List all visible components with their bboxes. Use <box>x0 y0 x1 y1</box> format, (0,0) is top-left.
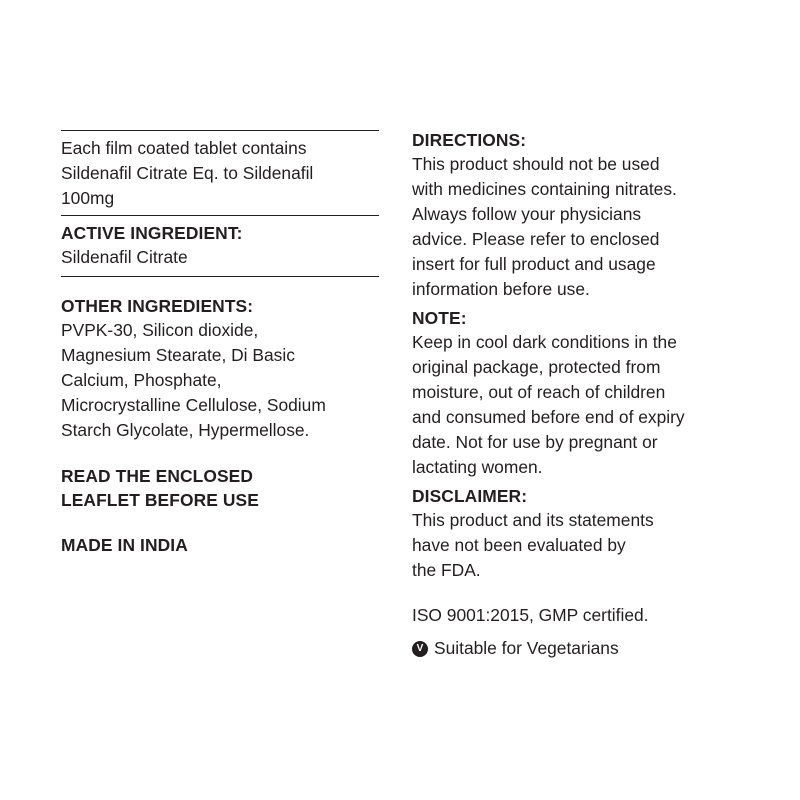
directions-line: This product should not be used <box>412 154 660 174</box>
directions-text <box>412 152 752 302</box>
disclaimer-text <box>412 508 752 583</box>
directions-section <box>412 128 752 302</box>
note-line: original package, protected from <box>412 357 661 377</box>
right-column <box>412 128 752 661</box>
directions-line: information before use. <box>412 279 590 299</box>
note-line: date. Not for use by pregnant or <box>412 432 658 452</box>
other-ingredients-line: Calcium, Phosphate, <box>61 370 222 390</box>
directions-line: advice. Please refer to enclosed <box>412 229 660 249</box>
note-heading: NOTE: <box>412 308 467 328</box>
directions-line: insert for full product and usage <box>412 254 656 274</box>
other-ingredients-line: Magnesium Stearate, Di Basic <box>61 345 295 365</box>
other-ingredients-section <box>61 277 379 443</box>
note-section <box>412 306 752 480</box>
made-in-label: MADE IN INDIA <box>61 535 188 555</box>
left-column <box>61 130 379 557</box>
other-ingredients-line: PVPK-30, Silicon dioxide, <box>61 320 259 340</box>
tablet-contents-line: Sildenafil Citrate Eq. to Sildenafil <box>61 163 314 183</box>
disclaimer-line: This product and its statements <box>412 510 654 530</box>
active-ingredient-value: Sildenafil Citrate <box>61 247 188 267</box>
tablet-contents-line: 100mg <box>61 188 115 208</box>
note-line: Keep in cool dark conditions in the <box>412 332 677 352</box>
disclaimer-heading: DISCLAIMER: <box>412 486 528 506</box>
disclaimer-line: have not been evaluated by <box>412 535 626 555</box>
directions-line: with medicines containing nitrates. <box>412 179 677 199</box>
vegetarian-badge-icon: V <box>412 641 428 657</box>
tablet-contents-line: Each film coated tablet contains <box>61 138 307 158</box>
active-ingredient-heading: ACTIVE INGREDIENT: <box>61 223 243 243</box>
read-leaflet-notice <box>61 464 379 512</box>
active-ingredient-section <box>61 216 379 276</box>
other-ingredients-line: Starch Glycolate, Hypermellose. <box>61 420 310 440</box>
disclaimer-section <box>412 484 752 583</box>
note-line: moisture, out of reach of children <box>412 382 666 402</box>
note-line: and consumed before end of expiry <box>412 407 685 427</box>
disclaimer-line: the FDA. <box>412 560 481 580</box>
note-line: lactating women. <box>412 457 543 477</box>
directions-heading: DIRECTIONS: <box>412 130 527 150</box>
other-ingredients-list <box>61 318 379 443</box>
other-ingredients-line: Microcrystalline Cellulose, Sodium <box>61 395 326 415</box>
note-text <box>412 330 752 480</box>
read-leaflet-line: READ THE ENCLOSED <box>61 466 254 486</box>
read-leaflet-line: LEAFLET BEFORE USE <box>61 490 259 510</box>
other-ingredients-heading: OTHER INGREDIENTS: <box>61 296 254 316</box>
vegetarian-label <box>412 636 752 661</box>
directions-line: Always follow your physicians <box>412 204 642 224</box>
tablet-contents <box>61 131 379 215</box>
certification-text: ISO 9001:2015, GMP certified. <box>412 605 649 625</box>
vegetarian-text: Suitable for Vegetarians <box>434 638 619 658</box>
